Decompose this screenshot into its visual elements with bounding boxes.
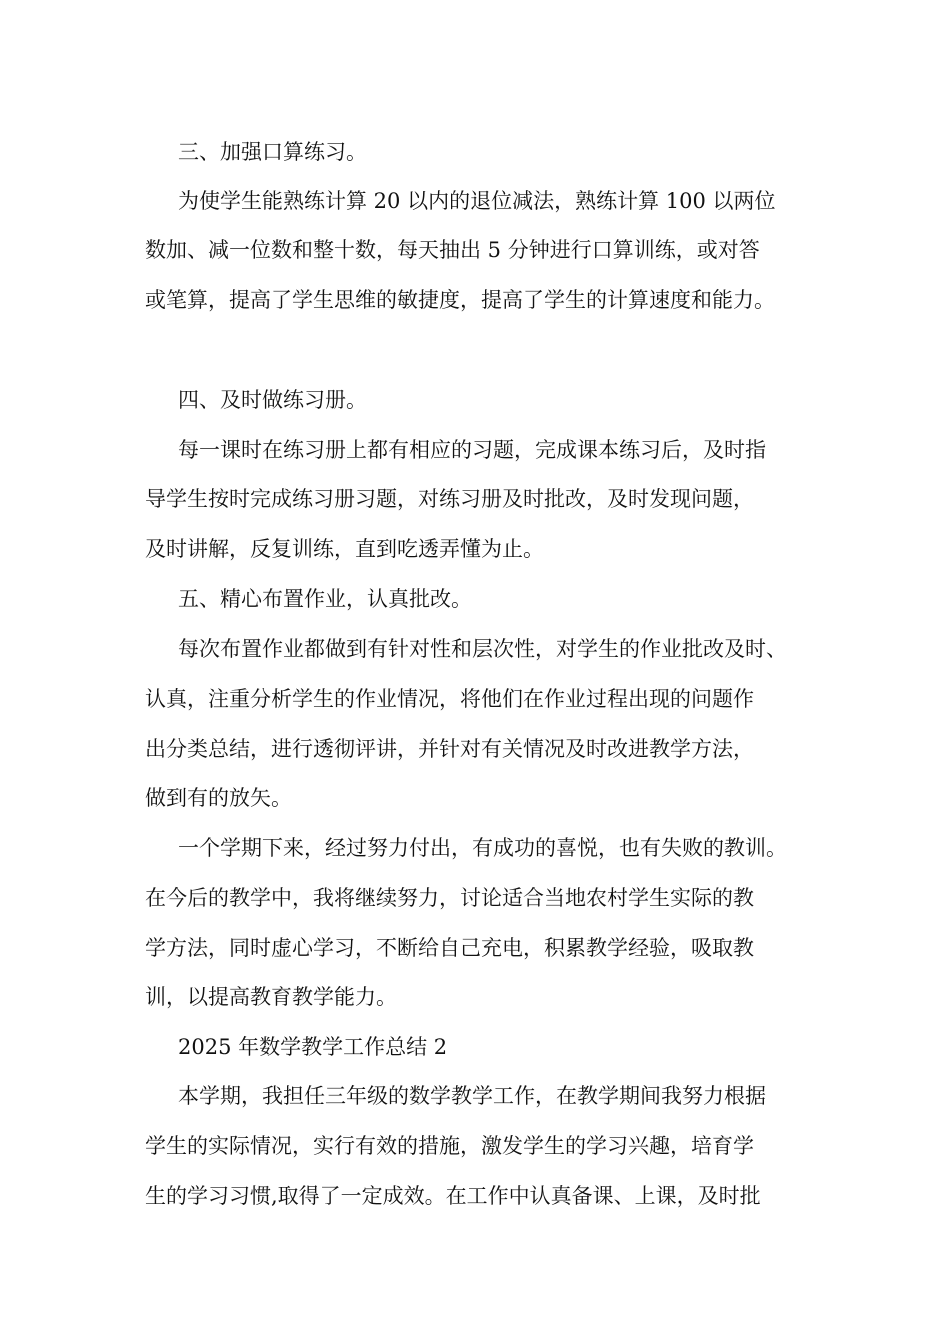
paragraph-line: 在今后的教学中，我将继续努力，讨论适合当地农村学生实际的教 bbox=[145, 886, 754, 910]
section-heading-3: 三、加强口算练习。 bbox=[178, 140, 367, 164]
paragraph-line: 一个学期下来，经过努力付出，有成功的喜悦，也有失败的教训。 bbox=[178, 836, 787, 860]
paragraph-line: 每次布置作业都做到有针对性和层次性，对学生的作业批改及时、 bbox=[178, 637, 787, 661]
paragraph-line: 学生的实际情况，实行有效的措施，激发学生的学习兴趣，培育学 bbox=[145, 1134, 754, 1158]
paragraph-line: 或笔算，提高了学生思维的敏捷度，提高了学生的计算速度和能力。 bbox=[145, 288, 775, 312]
paragraph-line: 为使学生能熟练计算 20 以内的退位减法，熟练计算 100 以两位 bbox=[178, 189, 776, 213]
paragraph-line: 数加、减一位数和整十数，每天抽出 5 分钟进行口算训练，或对答 bbox=[145, 238, 760, 262]
document-title-2: 2025 年数学教学工作总结 2 bbox=[178, 1035, 448, 1059]
paragraph-line: 及时讲解，反复训练，直到吃透弄懂为止。 bbox=[145, 537, 544, 561]
paragraph-line: 本学期，我担任三年级的数学教学工作，在教学期间我努力根据 bbox=[178, 1084, 766, 1108]
section-heading-4: 四、及时做练习册。 bbox=[178, 388, 367, 412]
paragraph-line: 导学生按时完成练习册习题，对练习册及时批改，及时发现问题， bbox=[145, 487, 754, 511]
paragraph-line: 每一课时在练习册上都有相应的习题，完成课本练习后，及时指 bbox=[178, 438, 766, 462]
paragraph-line: 训，以提高教育教学能力。 bbox=[145, 985, 397, 1009]
paragraph-line: 学方法，同时虚心学习，不断给自己充电，积累教学经验，吸取教 bbox=[145, 936, 754, 960]
section-heading-5: 五、精心布置作业，认真批改。 bbox=[178, 587, 472, 611]
paragraph-line: 出分类总结，进行透彻评讲，并针对有关情况及时改进教学方法， bbox=[145, 737, 754, 761]
paragraph-line: 认真，注重分析学生的作业情况，将他们在作业过程出现的问题作 bbox=[145, 687, 754, 711]
paragraph-line: 做到有的放矢。 bbox=[145, 786, 292, 810]
paragraph-line: 生的学习习惯,取得了一定成效。在工作中认真备课、上课，及时批 bbox=[145, 1184, 761, 1208]
